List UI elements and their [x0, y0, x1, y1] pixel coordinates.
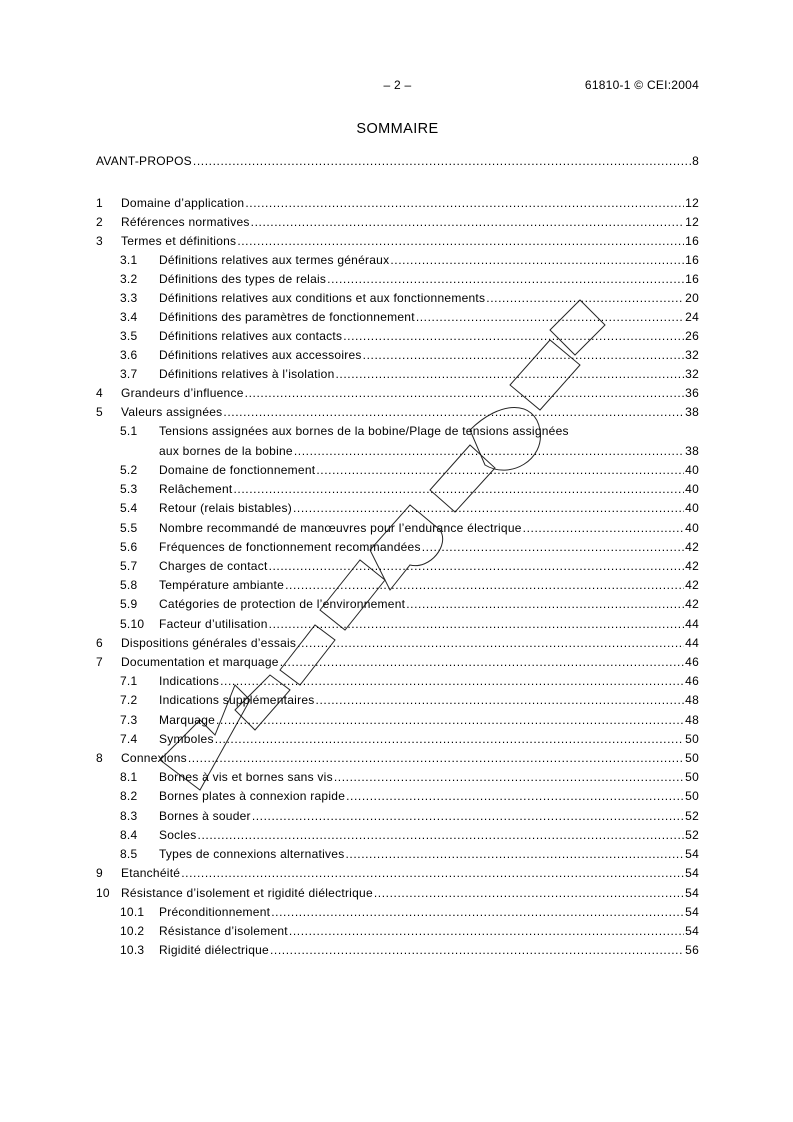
document-reference: 61810-1 © CEI:2004	[584, 78, 699, 92]
toc-entry-title: Documentation et marquage	[121, 655, 279, 669]
toc-entry-number: 6	[96, 636, 103, 650]
toc-entry-page: 46	[685, 674, 699, 688]
toc-entry-number: 7	[96, 655, 103, 669]
toc-dot-leader	[285, 577, 684, 593]
toc-entry-page: 50	[685, 770, 699, 784]
toc-entry-page: 38	[685, 405, 699, 419]
toc-entry-title: Résistance d’isolement	[159, 924, 288, 938]
toc-entry[interactable]	[96, 462, 699, 478]
toc-entry-title: Définitions relatives à l’isolation	[159, 367, 335, 381]
toc-entry[interactable]	[96, 233, 699, 249]
toc-entry-title: Préconditionnement	[159, 905, 271, 919]
toc-dot-leader	[251, 214, 685, 230]
toc-entry-title: Domaine d’application	[121, 196, 245, 210]
toc-entry-number: 5.3	[120, 482, 138, 496]
toc-entry-number: 5.4	[120, 501, 138, 515]
toc-entry-page: 8	[692, 154, 699, 168]
toc-entry-number: 3	[96, 234, 103, 248]
toc-entry-number: 10	[96, 886, 110, 900]
toc-entry-title: Définitions des types de relais	[159, 272, 327, 286]
toc-entry[interactable]	[96, 846, 699, 862]
toc-entry-title: Grandeurs d’influence	[121, 386, 244, 400]
toc-dot-leader	[523, 520, 684, 536]
toc-entry-page: 52	[685, 809, 699, 823]
toc-entry[interactable]	[96, 520, 699, 536]
toc-entry-title: Retour (relais bistables)	[159, 501, 292, 515]
toc-entry-number: 8.3	[120, 809, 138, 823]
page-title: SOMMAIRE	[356, 121, 439, 137]
toc-entry-number: 8.1	[120, 770, 138, 784]
toc-entry-title: Valeurs assignées	[121, 405, 223, 419]
toc-entry-page: 44	[685, 636, 699, 650]
toc-entry-page: 56	[685, 943, 699, 957]
toc-entry-page: 38	[685, 444, 699, 458]
toc-dot-leader	[316, 692, 685, 708]
toc-entry-page: 54	[685, 886, 699, 900]
toc-entry-title: Définitions relatives aux contacts	[159, 329, 343, 343]
toc-entry[interactable]	[96, 942, 699, 958]
toc-entry-page: 40	[685, 463, 699, 477]
toc-entry-page: 32	[685, 348, 699, 362]
toc-entry-number: 8.2	[120, 789, 138, 803]
toc-entry[interactable]	[96, 423, 699, 439]
toc-entry[interactable]	[96, 153, 699, 169]
toc-entry-title: Définitions relatives aux conditions et aux fonctionnements	[159, 291, 486, 305]
toc-entry-title: Bornes à vis et bornes sans vis	[159, 770, 333, 784]
toc-entry[interactable]	[96, 271, 699, 287]
toc-entry-number: 8.5	[120, 847, 138, 861]
toc-dot-leader	[220, 673, 684, 689]
toc-entry-page: 12	[685, 196, 699, 210]
toc-entry-number: 3.7	[120, 367, 138, 381]
toc-entry-title: Indications supplémentaires	[159, 693, 315, 707]
toc-entry-number: 5	[96, 405, 103, 419]
toc-entry[interactable]	[96, 616, 699, 632]
toc-dot-leader	[269, 616, 685, 632]
toc-entry[interactable]	[96, 923, 699, 939]
toc-entry-page: 42	[685, 597, 699, 611]
toc-entry-number: 5.5	[120, 521, 138, 535]
toc-entry[interactable]	[96, 385, 699, 401]
toc-dot-leader	[237, 233, 684, 249]
toc-entry-page: 40	[685, 521, 699, 535]
toc-entry-number: 7.4	[120, 732, 138, 746]
toc-entry-page: 24	[685, 310, 699, 324]
toc-entry[interactable]	[96, 366, 699, 382]
toc-entry-page: 44	[685, 617, 699, 631]
toc-dot-leader	[416, 309, 684, 325]
toc-entry-title: Dispositions générales d’essais	[121, 636, 297, 650]
toc-entry-number: 5.8	[120, 578, 138, 592]
toc-entry[interactable]	[96, 290, 699, 306]
toc-dot-leader	[245, 195, 684, 211]
toc-entry[interactable]	[96, 577, 699, 593]
toc-dot-leader	[390, 252, 684, 268]
toc-entry[interactable]	[96, 404, 699, 420]
toc-entry-page: 46	[685, 655, 699, 669]
toc-entry-title: Marquage	[159, 713, 216, 727]
toc-dot-leader	[486, 290, 684, 306]
toc-dot-leader	[293, 500, 684, 516]
toc-entry-page: 40	[685, 501, 699, 515]
toc-dot-leader	[215, 731, 684, 747]
toc-entry-number: 9	[96, 866, 103, 880]
toc-entry[interactable]	[96, 769, 699, 785]
toc-entry[interactable]	[96, 750, 699, 766]
toc-entry-number: 10.3	[120, 943, 145, 957]
toc-entry-title: Rigidité diélectrique	[159, 943, 269, 957]
toc-entry[interactable]	[96, 904, 699, 920]
toc-dot-leader	[406, 596, 684, 612]
toc-entry-page: 40	[685, 482, 699, 496]
toc-entry-page: 16	[685, 234, 699, 248]
toc-entry[interactable]	[96, 481, 699, 497]
toc-entry-number: 3.1	[120, 253, 138, 267]
toc-dot-leader	[294, 443, 684, 459]
toc-entry-page: 54	[685, 847, 699, 861]
toc-entry-page: 54	[685, 905, 699, 919]
toc-entry-title: Tensions assignées aux bornes de la bobine/Plage de tensions assignées	[159, 424, 569, 438]
toc-dot-leader	[269, 558, 685, 574]
toc-dot-leader	[297, 635, 684, 651]
toc-entry[interactable]	[96, 654, 699, 670]
toc-entry[interactable]	[96, 712, 699, 728]
toc-entry[interactable]	[96, 309, 699, 325]
toc-entry-number: 3.2	[120, 272, 138, 286]
toc-entry-number: 1	[96, 196, 103, 210]
toc-entry-number: 7.2	[120, 693, 138, 707]
toc-dot-leader	[188, 750, 684, 766]
toc-entry-title: Bornes plates à connexion rapide	[159, 789, 346, 803]
toc-entry-title: Types de connexions alternatives	[159, 847, 345, 861]
toc-entry[interactable]	[96, 500, 699, 516]
toc-entry[interactable]	[96, 252, 699, 268]
toc-entry-title: Etanchéité	[121, 866, 181, 880]
toc-entry[interactable]	[96, 808, 699, 824]
toc-entry-title: Facteur d’utilisation	[159, 617, 268, 631]
toc-entry-title: Catégories de protection de l’environnement	[159, 597, 406, 611]
toc-entry-page: 50	[685, 732, 699, 746]
toc-entry-number: 7.3	[120, 713, 138, 727]
toc-entry-number: 5.7	[120, 559, 138, 573]
toc-entry-page: 42	[685, 559, 699, 573]
toc-entry-title: Bornes à souder	[159, 809, 251, 823]
toc-dot-leader	[374, 885, 684, 901]
toc-entry-page: 26	[685, 329, 699, 343]
toc-dot-leader	[245, 385, 684, 401]
toc-entry[interactable]	[96, 443, 699, 459]
toc-dot-leader	[336, 366, 685, 382]
toc-dot-leader	[223, 404, 684, 420]
toc-entry-title: Références normatives	[121, 215, 250, 229]
toc-dot-leader	[345, 846, 684, 862]
toc-entry-title: Domaine de fonctionnement	[159, 463, 316, 477]
toc-entry-title: Définitions relatives aux termes généraux	[159, 253, 390, 267]
toc-entry[interactable]	[96, 195, 699, 211]
toc-dot-leader	[346, 788, 684, 804]
toc-dot-leader	[289, 923, 684, 939]
toc-entry[interactable]	[96, 827, 699, 843]
toc-entry[interactable]	[96, 328, 699, 344]
toc-entry-title: AVANT-PROPOS	[96, 154, 192, 168]
page-number: – 2 –	[383, 78, 412, 92]
toc-dot-leader	[270, 942, 684, 958]
toc-dot-leader	[198, 827, 685, 843]
toc-entry-page: 48	[685, 693, 699, 707]
toc-entry-number: 5.10	[120, 617, 145, 631]
toc-entry-number: 5.9	[120, 597, 138, 611]
toc-entry-number: 7.1	[120, 674, 138, 688]
toc-entry-title: Indications	[159, 674, 220, 688]
toc-entry-title: Définitions relatives aux accessoires	[159, 348, 362, 362]
toc-entry-page: 54	[685, 866, 699, 880]
toc-entry-number: 10.1	[120, 905, 145, 919]
toc-entry-title: Fréquences de fonctionnement recommandées	[159, 540, 421, 554]
toc-entry[interactable]	[96, 865, 699, 881]
toc-entry-title: Relâchement	[159, 482, 233, 496]
toc-entry[interactable]	[96, 635, 699, 651]
toc-entry-number: 5.1	[120, 424, 138, 438]
toc-entry-number: 3.4	[120, 310, 138, 324]
toc-entry-number: 8.4	[120, 828, 138, 842]
toc-dot-leader	[280, 654, 684, 670]
toc-entry[interactable]	[96, 558, 699, 574]
toc-entry-page: 20	[685, 291, 699, 305]
toc-dot-leader	[252, 808, 684, 824]
toc-entry[interactable]	[96, 596, 699, 612]
toc-entry[interactable]	[96, 347, 699, 363]
toc-entry-number: 3.6	[120, 348, 138, 362]
toc-entry-title: Connexions	[121, 751, 187, 765]
toc-entry[interactable]	[96, 214, 699, 230]
toc-entry[interactable]	[96, 692, 699, 708]
toc-dot-leader	[422, 539, 684, 555]
toc-entry-page: 48	[685, 713, 699, 727]
toc-entry-number: 5.2	[120, 463, 138, 477]
toc-entry-page: 50	[685, 789, 699, 803]
toc-entry-title: Définitions des paramètres de fonctionnement	[159, 310, 415, 324]
toc-entry[interactable]	[96, 673, 699, 689]
toc-dot-leader	[216, 712, 684, 728]
toc-entry-page: 42	[685, 540, 699, 554]
toc-entry-title: Température ambiante	[159, 578, 285, 592]
toc-entry-title: Nombre recommandé de manœuvres pour l’endurance électrique	[159, 521, 522, 535]
toc-dot-leader	[327, 271, 684, 287]
toc-entry-title: aux bornes de la bobine	[159, 444, 293, 458]
toc-dot-leader	[363, 347, 684, 363]
toc-entry-number: 10.2	[120, 924, 145, 938]
toc-entry[interactable]	[96, 539, 699, 555]
toc-entry-page: 16	[685, 253, 699, 267]
toc-entry-page: 54	[685, 924, 699, 938]
toc-entry-title: Symboles	[159, 732, 214, 746]
toc-entry[interactable]	[96, 885, 699, 901]
toc-entry-number: 5.6	[120, 540, 138, 554]
toc-dot-leader	[233, 481, 684, 497]
toc-entry-page: 16	[685, 272, 699, 286]
toc-entry-title: Socles	[159, 828, 197, 842]
table-of-contents	[96, 0, 699, 1122]
toc-entry-page: 12	[685, 215, 699, 229]
toc-entry-page: 42	[685, 578, 699, 592]
toc-entry-page: 36	[685, 386, 699, 400]
toc-entry-page: 50	[685, 751, 699, 765]
toc-entry-title: Charges de contact	[159, 559, 268, 573]
toc-entry-title: Termes et définitions	[121, 234, 237, 248]
toc-entry[interactable]	[96, 788, 699, 804]
toc-entry-number: 3.3	[120, 291, 138, 305]
toc-dot-leader	[343, 328, 684, 344]
toc-entry-number: 4	[96, 386, 103, 400]
toc-entry-number: 8	[96, 751, 103, 765]
toc-dot-leader	[181, 865, 684, 881]
toc-dot-leader	[316, 462, 684, 478]
toc-entry-number: 3.5	[120, 329, 138, 343]
toc-dot-leader	[334, 769, 684, 785]
toc-entry-page: 32	[685, 367, 699, 381]
toc-entry[interactable]	[96, 731, 699, 747]
toc-entry-title: Résistance d’isolement et rigidité diélectrique	[121, 886, 373, 900]
toc-entry-number: 2	[96, 215, 103, 229]
toc-entry-page: 52	[685, 828, 699, 842]
toc-dot-leader	[271, 904, 684, 920]
toc-dot-leader	[193, 153, 691, 169]
